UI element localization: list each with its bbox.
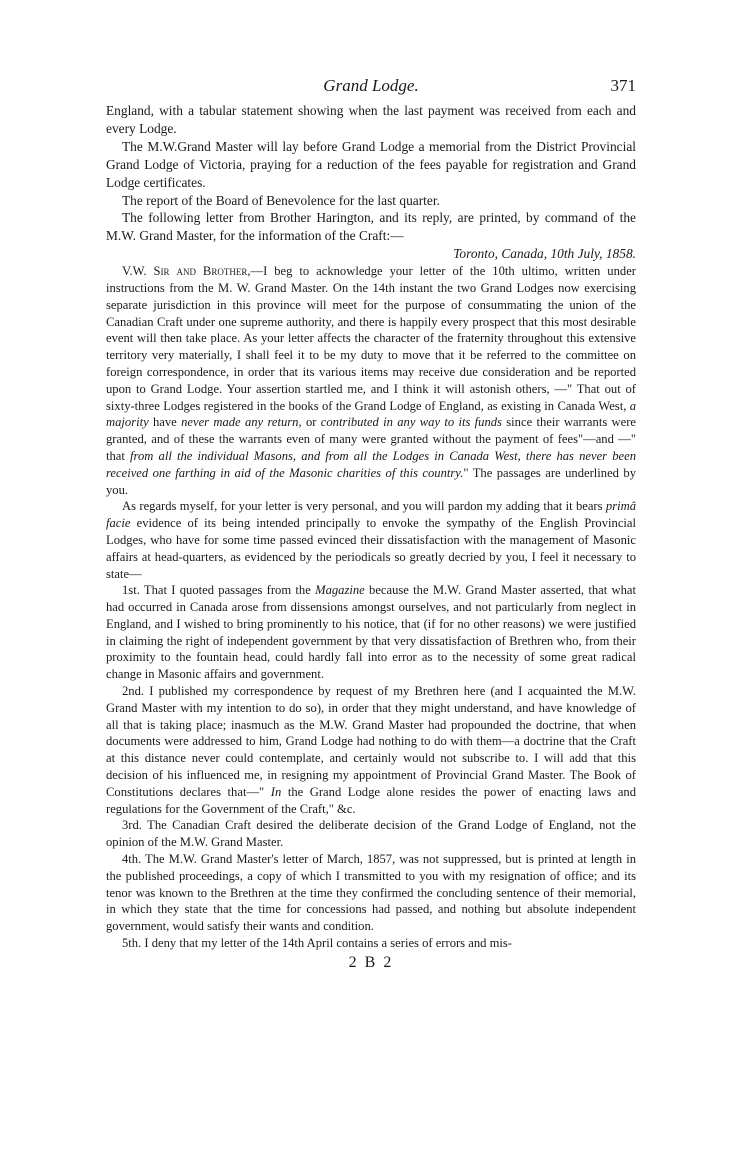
letter-text: evidence of its being intended principally to envoke the sympathy of the English Provincial Lodges, who have for some time passed evinced their dissatisfaction with the management of Masonic affairs at head-quarters, as evidenced by the periodicals so greatly decried by you, I feel it necessary to state— bbox=[106, 516, 636, 581]
letter-paragraph-second bbox=[106, 683, 636, 817]
letter-emphasis: In bbox=[270, 784, 282, 799]
letter-paragraph-2 bbox=[106, 498, 636, 582]
letter-text: " The passages are underlined by you. bbox=[106, 465, 637, 497]
signature-mark: 2 B 2 bbox=[348, 953, 394, 971]
letter-text: As regards myself, for your letter is very personal, and you will pardon my adding that it bears bbox=[122, 499, 606, 514]
paragraph-benevolence: The report of the Board of Benevolence for the last quarter. bbox=[122, 192, 440, 208]
running-title: Grand Lodge. bbox=[323, 76, 419, 95]
letter-paragraph-fourth: 4th. The M.W. Grand Master's letter of March, 1857, was not suppressed, but is printed at length in the published proceedings, a copy of which I transmitted to you with my resignation of office; and its tenor was known to the Brethren at the time they confirmed the concluding sentence of their memorial, in which they state that the time for concessions had passed, and nothing but absolute independent government, would satisfy their wants and condition. bbox=[106, 852, 636, 934]
letter-text: since their warrants were granted, and of these the warrants even of many were granted without the payment of fees"—and —" that bbox=[106, 415, 637, 463]
letter-text: the Grand Lodge alone resides the power of enacting laws and regulations for the Government of the Craft," &c. bbox=[106, 784, 636, 816]
letter-emphasis: Magazine bbox=[315, 583, 365, 598]
letter-emphasis: a majority bbox=[106, 398, 636, 430]
letter-body bbox=[106, 263, 636, 952]
letter-text: or bbox=[301, 415, 321, 430]
paragraph-memorial: The M.W.Grand Master will lay before Grand Lodge a memorial from the District Provincial Grand Lodge of Victoria, praying for a reduction of the fees payable for registration and Grand Lodge certificates. bbox=[106, 138, 636, 190]
letter-paragraph-fifth: 5th. I deny that my letter of the 14th April contains a series of errors and mis- bbox=[122, 936, 512, 951]
letter-text: because the M.W. Grand Master asserted, that what had occurred in Canada arose from dissensions amongst ourselves, and not particularly from neglect in England, and I wished to bring prominently to his notice, that (if for no other reasons) we were justified in claiming the right of independent government by that very dissatisfaction of Brethren who, from their proximity to the fountain head, could hardly fall into error as to the necessity of some great radical change in Masonic affairs and government. bbox=[106, 583, 636, 682]
letter-salutation: V.W. Sir and Brother, bbox=[122, 264, 251, 279]
letter-paragraph-first bbox=[106, 582, 636, 683]
letter-text: 2nd. I published my correspondence by request of my Brethren here (and I acquainted the M.W. Grand Master with my intention to do so), in order that they might understand, and have knowledge of all that is taking place; inasmuch as the M.W. Grand Master had propounded the doctrine, that when documents were addressed to him, Grand Lodge had nothing to do with them—a doctrine that the Craft at this distance never could contemplate, and certainly would not subscribe to. I will add that this decision of his influenced me, in resigning my appointment of Provincial Grand Master. The Book of Constitutions declares that—" bbox=[106, 684, 636, 799]
letter-emphasis: from all the individual Masons, and from all the Lodges in Canada West, there has never been received one farthing in aid of the Masonic charities of this country. bbox=[106, 448, 636, 480]
notice-section bbox=[106, 102, 636, 263]
letter-text: 1st. That I quoted passages from the bbox=[122, 583, 316, 598]
letter-paragraph-third: 3rd. The Canadian Craft desired the deliberate decision of the Grand Lodge of England, not the opinion of the M.W. Grand Master. bbox=[106, 818, 636, 850]
letter-text: —I beg to acknowledge your letter of the 10th ultimo, written under instructions from the M. W. Grand Master. On the 14th instant the two Grand Lodges now exercising separate jurisdiction in this province will meet for the purpose of consummating the union of the Canadian Craft under one supreme authority, and there is happily every prospect that this most desirable event will then take place. As your letter affects the character of the fraternity throughout this extensive territory very materially, I shall feel it to be my duty to move that it be referred to the committee on foreign correspondence, in order that its various items may receive due consideration and be reported upon to Grand Lodge. Your assertion startled me, and I think it will astonish others, —" That out of sixty-three Lodges registered in the books of the Grand Lodge of England, as existing in Canada West, bbox=[106, 264, 636, 413]
letter-emphasis: contributed in any way to its funds bbox=[320, 415, 502, 430]
page-number: 371 bbox=[610, 76, 636, 95]
letter-paragraph-1 bbox=[106, 263, 636, 498]
paragraph-letter-intro: The following letter from Brother Harington, and its reply, are printed, by command of the M.W. Grand Master, for the information of the Craft:— bbox=[106, 210, 636, 244]
letter-emphasis: primâ facie bbox=[106, 499, 636, 531]
book-page bbox=[106, 76, 636, 972]
letter-dateline: Toronto, Canada, 10th July, 1858. bbox=[453, 246, 636, 262]
paragraph-returns: England, with a tabular statement showing when the last payment was received from each and every Lodge. bbox=[106, 103, 636, 136]
letter-text: have bbox=[148, 415, 182, 430]
page-header bbox=[106, 76, 636, 102]
letter-emphasis: never made any return, bbox=[181, 415, 302, 430]
